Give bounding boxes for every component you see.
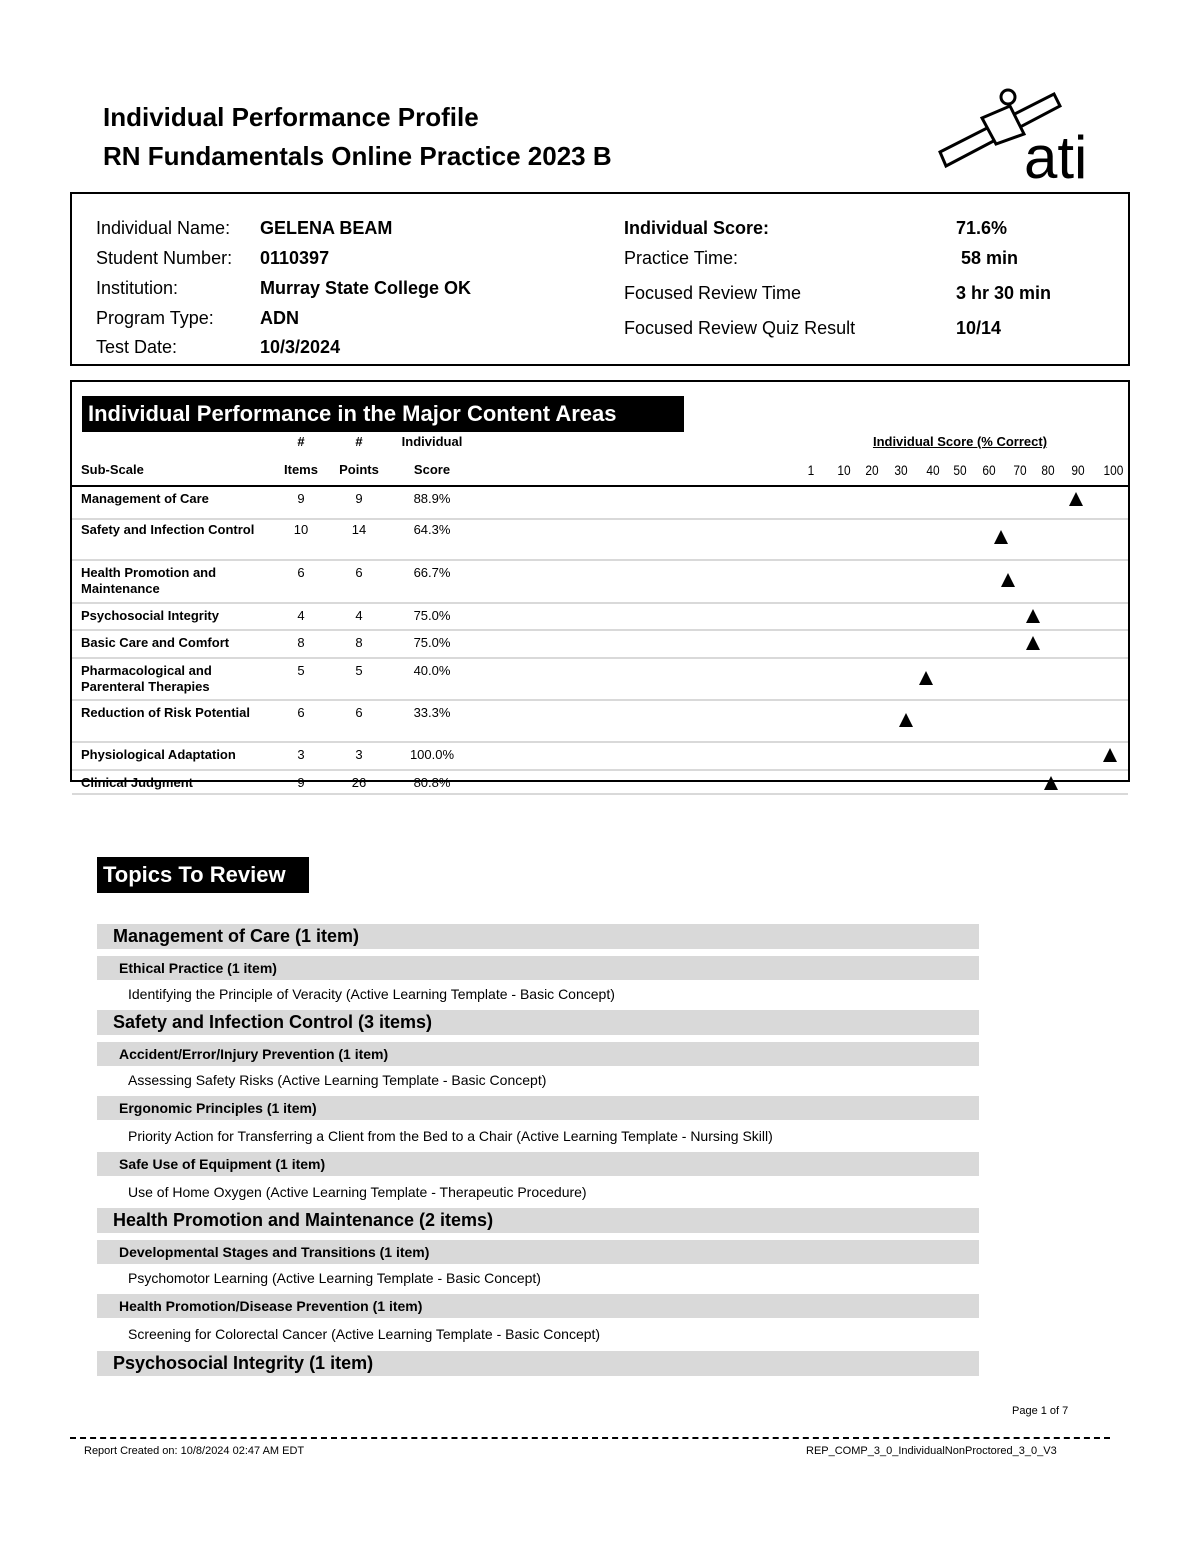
axis-tick-label: 60 (982, 462, 996, 478)
subscale-score: 66.7% (413, 565, 451, 580)
subscale-score: 100.0% (409, 747, 455, 762)
topic-category (97, 1010, 979, 1035)
axis-tick-label: 80 (1041, 462, 1055, 478)
axis-tick-label: 100 (1103, 462, 1124, 478)
subscale-score: 75.0% (413, 608, 451, 623)
practice-time-value: 58 min (961, 248, 1019, 268)
topic-subcategory (97, 1240, 979, 1264)
subscale-points: 9 (355, 491, 363, 506)
subscale-name: Basic Care and Comfort (81, 635, 230, 650)
subscale-name: Management of Care (81, 491, 209, 506)
topic-subcategory-label: Health Promotion/Disease Prevention (1 item) (119, 1298, 423, 1314)
subscale-name: Safety and Infection Control (81, 522, 255, 537)
topic-item: Priority Action for Transferring a Client from the Bed to a Chair (Active Learning Template - Nursing Skill) (128, 1128, 773, 1144)
topic-subcategory-label: Safe Use of Equipment (1 item) (119, 1156, 326, 1172)
subscale-points: 26 (351, 775, 367, 790)
subscale-name: Pharmacological and Parenteral Therapies (81, 663, 212, 694)
topic-subcategory-label: Ethical Practice (1 item) (119, 960, 277, 976)
focused-review-time-value: 3 hr 30 min (956, 283, 1052, 303)
topic-category-label: Health Promotion and Maintenance (2 items) (113, 1210, 494, 1230)
practice-time-label: Practice Time: (624, 248, 739, 268)
score-marker (1044, 776, 1058, 790)
topic-category-label: Safety and Infection Control (3 items) (113, 1012, 433, 1032)
score-marker (919, 671, 933, 685)
score-marker (1001, 573, 1015, 587)
topic-subcategory-label: Developmental Stages and Transitions (1 item) (119, 1244, 430, 1260)
institution-value: Murray State College OK (260, 278, 472, 298)
page-number: Page 1 of 7 (1012, 1405, 1069, 1417)
axis-tick-label: 40 (926, 462, 940, 478)
subscale-items: 8 (297, 635, 305, 650)
chart-title: Individual Score (% Correct) (872, 434, 1048, 449)
ati-logo (936, 86, 1104, 184)
name-value: GELENA BEAM (260, 218, 393, 238)
individual-score-label: Individual Score: (624, 218, 770, 238)
student-number-label: Student Number: (96, 248, 233, 268)
topic-subcategory-label: Ergonomic Principles (1 item) (119, 1100, 317, 1116)
score-marker (1026, 609, 1040, 623)
subscale-score: 88.9% (413, 491, 451, 506)
subscale-items: 6 (297, 565, 305, 580)
subscale-items: 4 (297, 608, 305, 623)
student-number-value: 0110397 (260, 248, 330, 268)
subscale-score: 33.3% (413, 705, 451, 720)
topic-category (97, 924, 979, 949)
topic-subcategory (97, 1152, 979, 1176)
test-date-label: Test Date: (96, 337, 178, 357)
subscale-row (72, 743, 1128, 771)
axis-tick-label: 20 (865, 462, 879, 478)
points-hash-header: # (355, 434, 363, 449)
subscale-header: Sub-Scale (81, 462, 144, 477)
topic-item: Use of Home Oxygen (Active Learning Template - Therapeutic Procedure) (128, 1184, 587, 1200)
quiz-result-label: Focused Review Quiz Result (624, 318, 856, 338)
subscale-name: Reduction of Risk Potential (81, 705, 251, 720)
score-marker (1103, 748, 1117, 762)
axis-tick-label: 1 (807, 462, 815, 478)
score-marker (994, 530, 1008, 544)
topic-category (97, 1351, 979, 1376)
subscale-row (72, 771, 1128, 795)
report-created: Report Created on: 10/8/2024 02:47 AM EDT (84, 1445, 305, 1457)
report-title: Individual Performance Profile (103, 102, 479, 132)
subscale-items: 9 (297, 775, 305, 790)
topic-item: Assessing Safety Risks (Active Learning Template - Basic Concept) (128, 1072, 547, 1088)
subscale-score: 75.0% (413, 635, 451, 650)
subscale-row (72, 561, 1128, 604)
subscale-items: 9 (297, 491, 305, 506)
subscale-points: 5 (355, 663, 363, 678)
score-header: Score (413, 462, 451, 477)
subscale-row (72, 485, 1128, 520)
axis-tick-label: 90 (1071, 462, 1085, 478)
subscale-items: 5 (297, 663, 305, 678)
subscale-points: 6 (355, 565, 363, 580)
footer-divider (70, 1437, 1110, 1439)
topic-item: Psychomotor Learning (Active Learning Template - Basic Concept) (128, 1270, 541, 1286)
axis-tick-label: 50 (953, 462, 967, 478)
subscale-row (72, 659, 1128, 701)
subscale-points: 3 (355, 747, 363, 762)
items-header: Items (284, 462, 318, 477)
axis-tick-label: 70 (1013, 462, 1027, 478)
performance-box (70, 380, 1130, 790)
topic-subcategory-label: Accident/Error/Injury Prevention (1 item) (119, 1046, 389, 1062)
topic-category-label: Psychosocial Integrity (1 item) (113, 1353, 374, 1373)
subscale-name: Health Promotion and Maintenance (81, 565, 217, 596)
topic-item: Identifying the Principle of Veracity (Active Learning Template - Basic Concept) (128, 986, 615, 1002)
score-marker (899, 713, 913, 727)
topic-subcategory (97, 956, 979, 980)
subscale-score: 80.8% (413, 775, 451, 790)
subscale-name: Clinical Judgment (81, 775, 193, 790)
topic-subcategory (97, 1096, 979, 1120)
subscale-name: Physiological Adaptation (81, 747, 236, 762)
quiz-result-value: 10/14 (956, 318, 1002, 338)
subscale-items: 6 (297, 705, 305, 720)
focused-review-time-label: Focused Review Time (624, 283, 802, 303)
performance-section-title: Individual Performance in the Major Content Areas (82, 396, 684, 432)
institution-label: Institution: (96, 278, 179, 298)
individual-header: Individual (401, 434, 463, 449)
subscale-points: 14 (351, 522, 367, 537)
subscale-name: Psychosocial Integrity (81, 608, 219, 623)
program-type-value: ADN (260, 308, 299, 328)
name-label: Individual Name: (96, 218, 231, 238)
points-header: Points (339, 462, 379, 477)
subscale-row (72, 604, 1128, 631)
score-marker (1026, 636, 1040, 650)
topic-subcategory (97, 1294, 979, 1318)
subscale-points: 6 (355, 705, 363, 720)
score-marker (1069, 492, 1083, 506)
subscale-row (72, 701, 1128, 743)
test-date-value: 10/3/2024 (260, 337, 341, 357)
program-type-label: Program Type: (96, 308, 214, 328)
student-info-box (70, 192, 1130, 366)
subscale-points: 4 (355, 608, 363, 623)
test-name: RN Fundamentals Online Practice 2023 B (103, 141, 612, 171)
topic-category (97, 1208, 979, 1233)
axis-tick-label: 30 (894, 462, 908, 478)
subscale-row (72, 518, 1128, 561)
topics-section-title: Topics To Review (97, 857, 309, 893)
subscale-items: 10 (293, 522, 309, 537)
items-hash-header: # (297, 434, 305, 449)
subscale-row (72, 631, 1128, 659)
topic-item: Screening for Colorectal Cancer (Active Learning Template - Basic Concept) (128, 1326, 601, 1342)
topic-category-label: Management of Care (1 item) (113, 926, 360, 946)
axis-tick-label: 10 (837, 462, 851, 478)
subscale-points: 8 (355, 635, 363, 650)
subscale-score: 64.3% (413, 522, 451, 537)
individual-score-value: 71.6% (956, 218, 1008, 238)
topic-subcategory (97, 1042, 979, 1066)
subscale-score: 40.0% (413, 663, 451, 678)
subscale-items: 3 (297, 747, 305, 762)
logo-text: ati (1024, 124, 1088, 184)
report-id: REP_COMP_3_0_IndividualNonProctored_3_0_V3 (806, 1445, 1057, 1457)
